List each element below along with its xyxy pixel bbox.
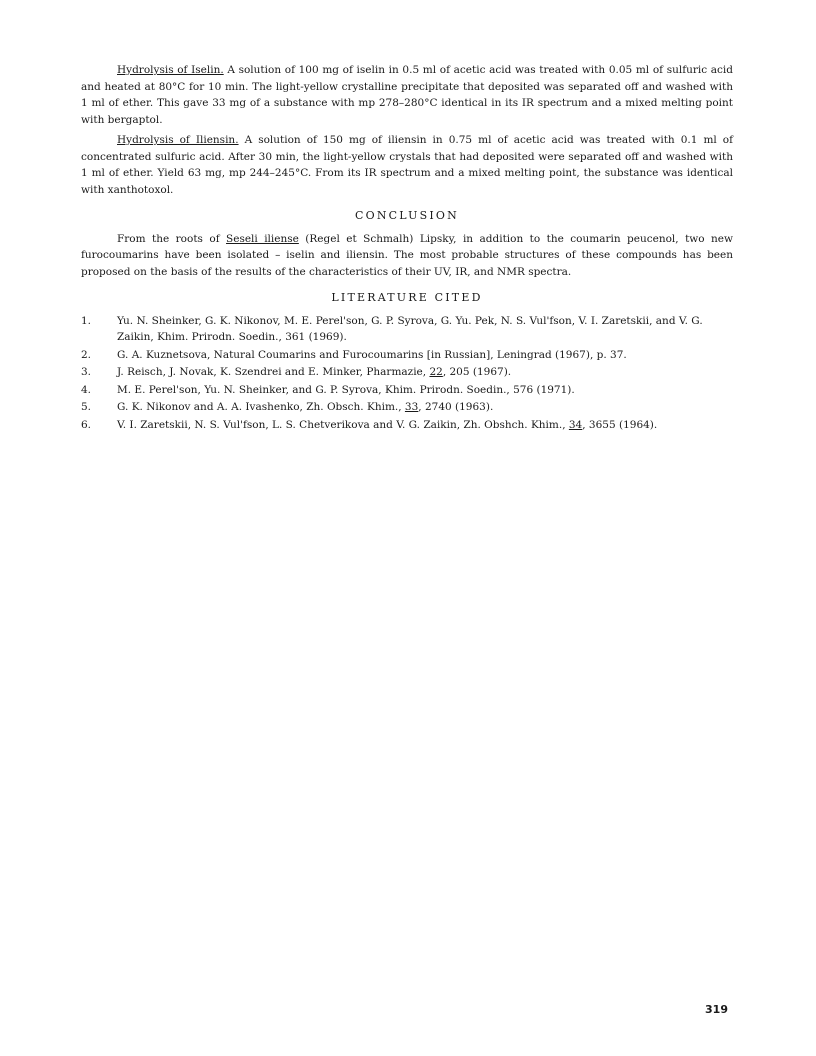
reference-item — [81, 347, 733, 364]
run-in-heading: Hydrolysis of Iliensin. — [117, 134, 239, 146]
reference-text-end: , 2740 (1963). — [418, 401, 494, 413]
reference-text-end: , 205 (1967). — [442, 366, 512, 378]
reference-volume: 33 — [404, 401, 419, 413]
reference-number: 5. — [81, 401, 92, 413]
run-in-heading: Hydrolysis of Iselin. — [117, 64, 224, 76]
reference-list — [81, 313, 733, 434]
reference-number: 2. — [81, 348, 92, 361]
reference-text: J. Reisch, J. Novak, K. Szendrei and E. Minker, Pharmazie, — [117, 366, 430, 378]
reference-text: G. A. Kuznetsova, Natural Coumarins and Furocoumarins [in Russian], Leningrad (1967), p. 37. — [117, 348, 627, 361]
reference-text: G. K. Nikonov and A. A. Ivashenko, Zh. Obsch. Khim., — [117, 401, 405, 413]
reference-text-end: , 3655 (1964). — [582, 418, 658, 431]
reference-item — [81, 313, 733, 346]
reference-item — [81, 399, 733, 416]
reference-text: M. E. Perel'son, Yu. N. Sheinker, and G. P. Syrova, Khim. Prirodn. Soedin., 576 (1971). — [117, 383, 575, 396]
reference-text: Yu. N. Sheinker, G. K. Nikonov, M. E. Perel'son, G. P. Syrova, G. Yu. Pek, N. S. Vul'fson, V. I. Zaretskii, and V. G. Zaikin, Khim. Prirodn. Soedin., 361 (1969). — [117, 314, 703, 343]
conclusion-heading: CONCLUSION — [355, 209, 459, 222]
reference-item — [81, 417, 733, 434]
conclusion-text-start: From the roots of — [117, 232, 227, 245]
page-number: 319 — [705, 1003, 728, 1016]
conclusion-paragraph — [81, 231, 733, 281]
reference-number: 1. — [81, 314, 92, 327]
species-name: Seseli iliense — [226, 232, 299, 245]
reference-number: 4. — [81, 383, 92, 396]
literature-heading: LITERATURE CITED — [331, 291, 483, 304]
reference-volume: 34 — [568, 418, 583, 431]
reference-item — [81, 382, 733, 399]
paragraph-hydrolysis-iliensin — [81, 132, 733, 198]
conclusion-text-end: (Regel et Schmalh) Lipsky, in addition to the coumarin peucenol, two new furocoumarins have been isolated – iselin and iliensin. The most probable structures of these compounds has been proposed on the basis of the results of the characteristics of their UV, IR, and NMR spectra. — [81, 232, 734, 278]
paragraph-hydrolysis-iselin — [81, 62, 733, 128]
reference-number: 3. — [81, 366, 92, 378]
reference-text: V. I. Zaretskii, N. S. Vul'fson, L. S. Chetverikova and V. G. Zaikin, Zh. Obshch. Khim., — [117, 418, 569, 431]
paragraph-text: A solution of 150 mg of iliensin in 0.75 ml of acetic acid was treated with 0.1 ml of concentrated sulfuric acid. After 30 min, the light-yellow crystals that had deposited were separated off and washed with 1 ml of ether. Yield 63 mg, mp 244–245°C. From its IR spectrum and a mixed melting point, the substance was identical with xanthotoxol. — [81, 134, 734, 196]
page-body — [81, 62, 733, 434]
paragraph-text: A solution of 100 mg of iselin in 0.5 ml of acetic acid was treated with 0.05 ml of sulfuric acid and heated at 80°C for 10 min. The light-yellow crystalline precipitate that deposited was separated off and washed with 1 ml of ether. This gave 33 mg of a substance with mp 278–280°C identical in its IR spectrum and a mixed melting point with bergaptol. — [81, 64, 734, 126]
reference-volume: 22 — [429, 366, 443, 378]
reference-number: 6. — [81, 418, 92, 431]
reference-item — [81, 364, 733, 381]
